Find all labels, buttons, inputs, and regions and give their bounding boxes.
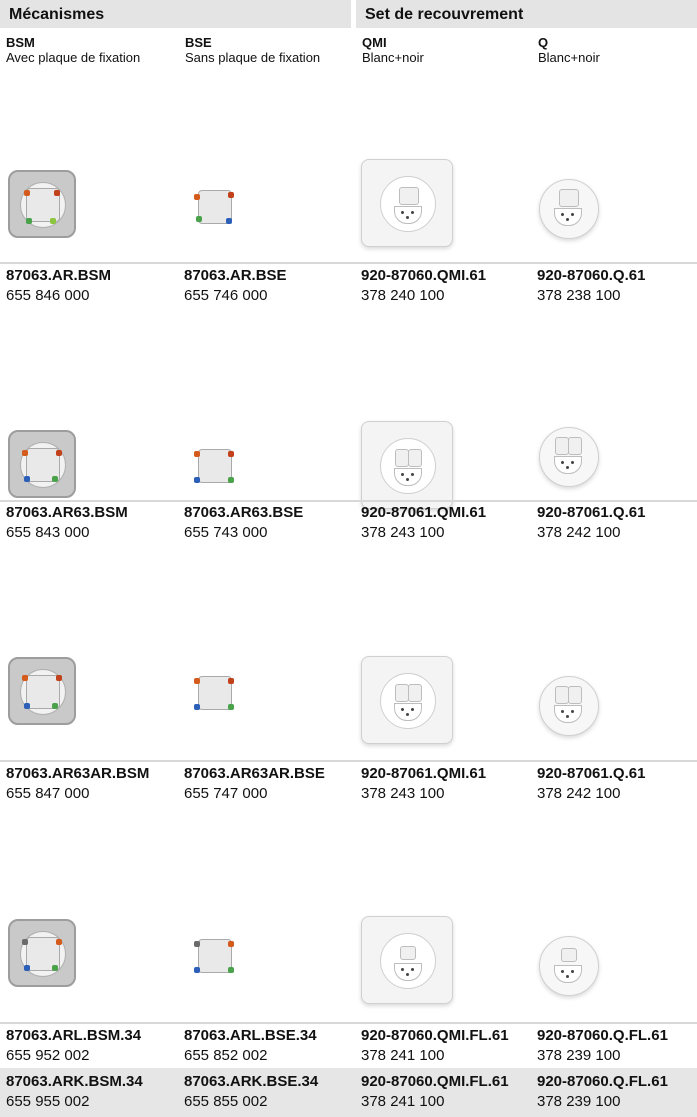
cover-q-image <box>539 936 601 998</box>
mechanism-with-plate-image <box>6 428 78 500</box>
article-code: 920-87060.QMI.FL.61 <box>361 1073 509 1090</box>
cell-row4-bse <box>184 1026 356 1066</box>
cell-row2-bse <box>184 503 356 543</box>
article-number: 378 241 100 <box>361 1047 445 1064</box>
article-number: 655 952 002 <box>6 1047 90 1064</box>
mechanism-without-plate-image <box>184 927 244 983</box>
article-code: 87063.AR63AR.BSM <box>6 765 150 782</box>
article-code: 87063.AR.BSE <box>184 267 287 284</box>
article-number: 655 843 000 <box>6 524 90 541</box>
row-divider <box>0 760 697 762</box>
article-number: 378 243 100 <box>361 524 445 541</box>
column-desc: Blanc+noir <box>362 50 424 65</box>
cover-q-image <box>539 179 601 241</box>
article-number: 655 955 002 <box>6 1093 90 1110</box>
article-number: 655 847 000 <box>6 785 90 802</box>
article-code: 920-87060.Q.61 <box>537 267 646 284</box>
article-number: 378 239 100 <box>537 1047 621 1064</box>
article-code: 87063.AR63AR.BSE <box>184 765 325 782</box>
cell-row1-q <box>537 266 697 306</box>
article-code: 920-87061.QMI.61 <box>361 765 487 782</box>
cover-q-image <box>539 676 601 738</box>
article-number: 378 240 100 <box>361 287 445 304</box>
article-number: 655 852 002 <box>184 1047 268 1064</box>
cell-row3-qmi <box>361 764 533 804</box>
column-bsm <box>6 35 140 65</box>
cell-row5-bse <box>184 1072 356 1112</box>
column-code: QMI <box>362 35 387 50</box>
cover-qmi-image <box>361 656 455 748</box>
column-desc: Avec plaque de fixation <box>6 50 141 65</box>
article-number: 655 746 000 <box>184 287 268 304</box>
article-code: 87063.AR.BSM <box>6 267 112 284</box>
header-cover-set <box>356 0 697 28</box>
cell-row2-qmi <box>361 503 533 543</box>
cell-row5-bsm <box>6 1072 178 1112</box>
article-code: 920-87060.QMI.61 <box>361 267 487 284</box>
article-number: 378 242 100 <box>537 524 621 541</box>
article-code: 87063.AR63.BSM <box>6 504 128 521</box>
mechanism-with-plate-image <box>6 655 78 727</box>
article-number: 378 239 100 <box>537 1093 621 1110</box>
mechanism-without-plate-image <box>184 664 244 720</box>
article-number: 655 855 002 <box>184 1093 268 1110</box>
article-number: 655 846 000 <box>6 287 90 304</box>
cell-row2-bsm <box>6 503 178 543</box>
article-code: 920-87061.Q.61 <box>537 504 646 521</box>
cell-row1-qmi <box>361 266 533 306</box>
column-bse <box>185 35 320 65</box>
header-mechanisms <box>0 0 351 28</box>
article-code: 87063.ARK.BSE.34 <box>184 1073 319 1090</box>
article-code: 920-87061.QMI.61 <box>361 504 487 521</box>
mechanism-with-plate-image <box>6 168 78 240</box>
cell-row3-bsm <box>6 764 178 804</box>
column-code: BSM <box>6 35 35 50</box>
article-code: 87063.ARK.BSM.34 <box>6 1073 143 1090</box>
article-code: 920-87061.Q.61 <box>537 765 646 782</box>
cell-row1-bse <box>184 266 356 306</box>
cell-row5-q <box>537 1072 697 1112</box>
article-code: 920-87060.Q.FL.61 <box>537 1073 668 1090</box>
article-code: 920-87060.QMI.FL.61 <box>361 1027 509 1044</box>
row-divider <box>0 500 697 502</box>
column-desc: Sans plaque de fixation <box>185 50 321 65</box>
row-divider <box>0 262 697 264</box>
cell-row5-qmi <box>361 1072 533 1112</box>
column-code: Q <box>538 35 549 50</box>
cell-row3-q <box>537 764 697 804</box>
article-number: 378 243 100 <box>361 785 445 802</box>
mechanism-without-plate-image <box>184 178 244 234</box>
header-cover-set-title: Set de recouvrement <box>365 6 524 23</box>
cell-row4-bsm <box>6 1026 178 1066</box>
cell-row1-bsm <box>6 266 178 306</box>
row-divider <box>0 1022 697 1024</box>
cell-row2-q <box>537 503 697 543</box>
article-number: 655 743 000 <box>184 524 268 541</box>
article-number: 655 747 000 <box>184 785 268 802</box>
column-desc: Blanc+noir <box>538 50 600 65</box>
cell-row4-qmi <box>361 1026 533 1066</box>
article-code: 87063.AR63.BSE <box>184 504 304 521</box>
cell-row3-bse <box>184 764 356 804</box>
header-mechanisms-title: Mécanismes <box>9 6 105 23</box>
column-q <box>538 35 600 65</box>
article-number: 378 241 100 <box>361 1093 445 1110</box>
cell-row4-q <box>537 1026 697 1066</box>
column-qmi <box>362 35 424 65</box>
article-code: 87063.ARL.BSM.34 <box>6 1027 142 1044</box>
article-number: 378 242 100 <box>537 785 621 802</box>
article-code: 87063.ARL.BSE.34 <box>184 1027 317 1044</box>
cover-q-image <box>539 427 601 489</box>
column-code: BSE <box>185 35 212 50</box>
article-code: 920-87060.Q.FL.61 <box>537 1027 668 1044</box>
article-number: 378 238 100 <box>537 287 621 304</box>
cover-qmi-image <box>361 916 455 1008</box>
cover-qmi-image <box>361 159 455 251</box>
mechanism-without-plate-image <box>184 437 244 493</box>
mechanism-with-plate-image <box>6 917 78 989</box>
